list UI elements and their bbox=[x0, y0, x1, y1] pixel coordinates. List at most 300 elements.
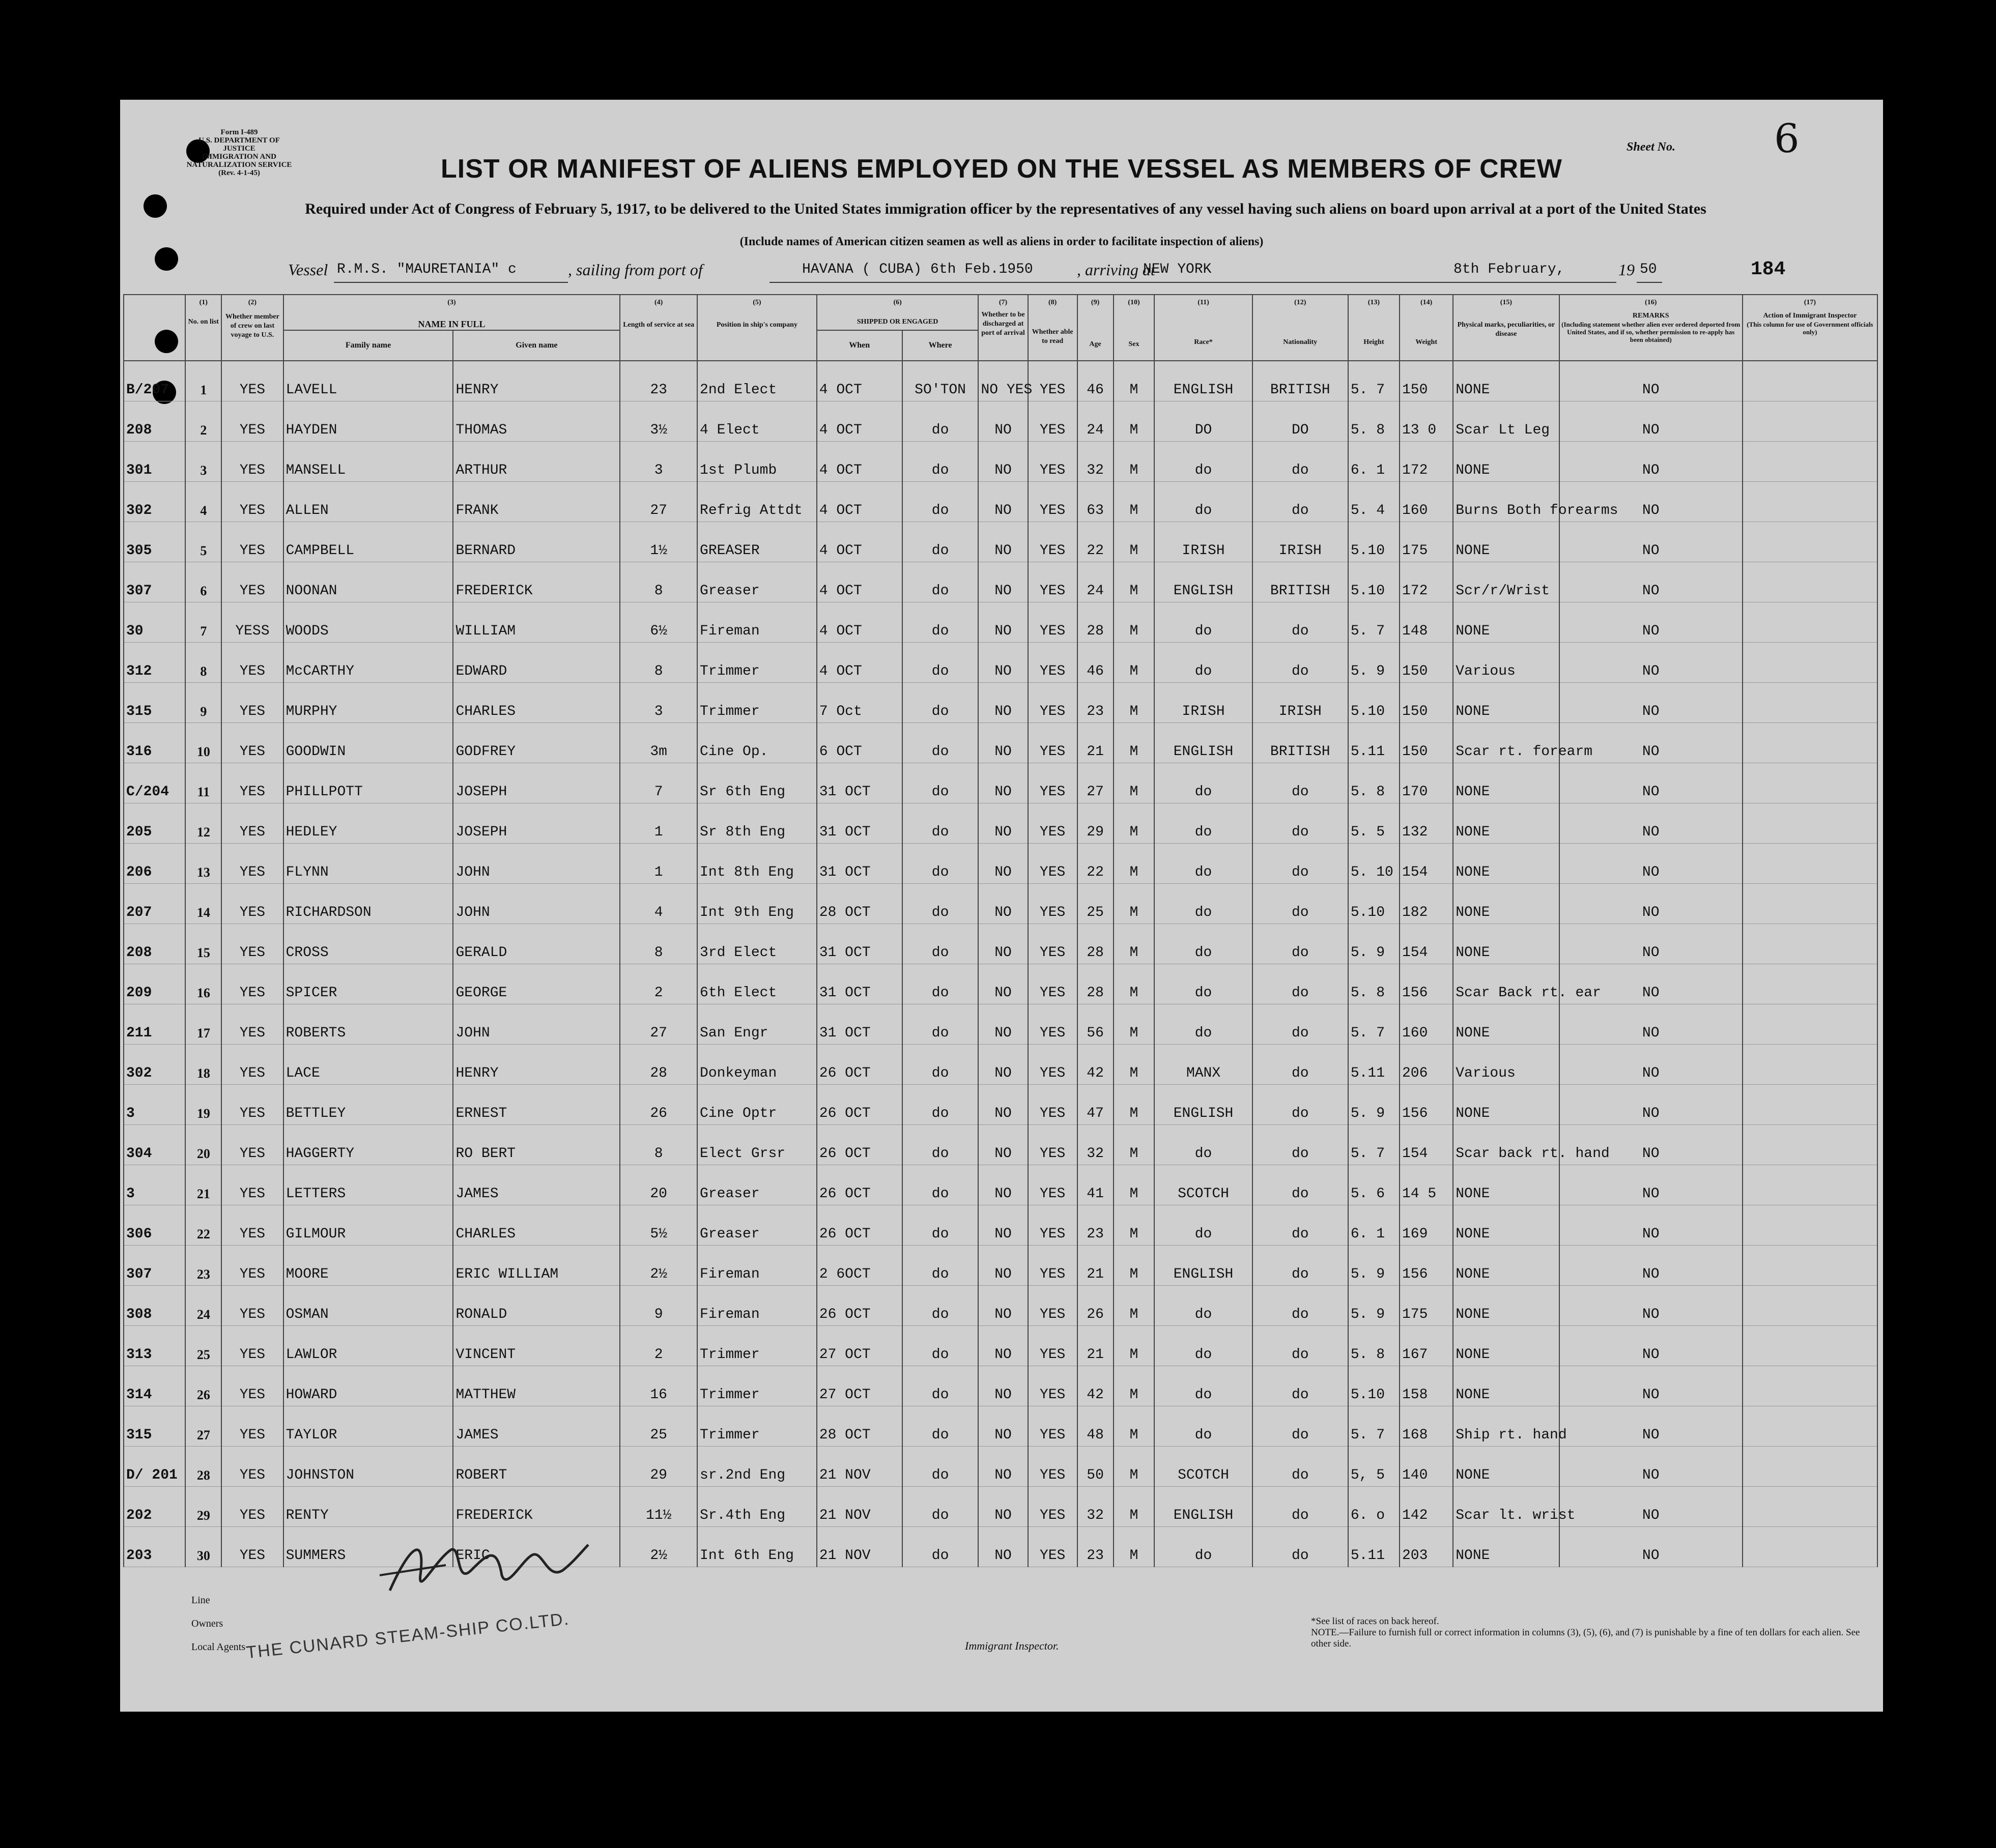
table-row bbox=[124, 1447, 1877, 1487]
position-cell: Trimmer bbox=[697, 643, 817, 683]
service-length-cell: 3m bbox=[620, 723, 697, 763]
weight-cell: 175 bbox=[1400, 522, 1453, 562]
weight-cell: 156 bbox=[1400, 964, 1453, 1004]
inspector-action-cell bbox=[1743, 562, 1877, 602]
remarks-cell: NO bbox=[1559, 361, 1743, 401]
row-tag-cell: 208 bbox=[124, 924, 185, 964]
age-cell: 42 bbox=[1077, 1045, 1114, 1085]
race-cell: do bbox=[1154, 1326, 1252, 1366]
age-cell: 24 bbox=[1077, 562, 1114, 602]
weight-cell: 154 bbox=[1400, 1125, 1453, 1165]
able-to-read-cell: YES bbox=[1028, 1125, 1077, 1165]
physical-marks-cell: NONE bbox=[1453, 1165, 1559, 1205]
shipped-where-cell: do bbox=[902, 1366, 979, 1406]
given-name-cell: GERALD bbox=[453, 924, 620, 964]
shipped-where-cell: do bbox=[902, 1527, 979, 1567]
last-voyage-cell: YES bbox=[221, 1004, 283, 1045]
sex-cell: M bbox=[1114, 482, 1155, 522]
shipped-where-cell: do bbox=[902, 964, 979, 1004]
shipped-when-cell: 31 OCT bbox=[817, 924, 902, 964]
sex-cell: M bbox=[1114, 1487, 1155, 1527]
shipped-where-cell: do bbox=[902, 763, 979, 803]
remarks-cell: NO bbox=[1559, 522, 1743, 562]
table-row bbox=[124, 361, 1877, 401]
table-row bbox=[124, 401, 1877, 442]
given-name-cell: JOHN bbox=[453, 1004, 620, 1045]
discharged-cell: NO bbox=[978, 964, 1028, 1004]
weight-cell: 156 bbox=[1400, 1085, 1453, 1125]
physical-marks-cell: NONE bbox=[1453, 522, 1559, 562]
discharged-cell: NO bbox=[978, 924, 1028, 964]
remarks-cell: NO bbox=[1559, 1447, 1743, 1487]
punch-hole bbox=[155, 247, 178, 271]
table-row bbox=[124, 643, 1877, 683]
given-name-cell: CHARLES bbox=[453, 1205, 620, 1246]
remarks-cell: NO bbox=[1559, 683, 1743, 723]
table-row bbox=[124, 1165, 1877, 1205]
document-subnote: (Include names of American citizen seamen as well as aliens in order to facilitate inspection of aliens) bbox=[739, 235, 1264, 248]
remarks-cell: NO bbox=[1559, 1246, 1743, 1286]
race-cell: do bbox=[1154, 924, 1252, 964]
inspector-action-cell bbox=[1743, 643, 1877, 683]
race-cell: do bbox=[1154, 1527, 1252, 1567]
row-tag-cell: 313 bbox=[124, 1326, 185, 1366]
form-revision: (Rev. 4-1-45) bbox=[218, 169, 260, 177]
race-cell: do bbox=[1154, 844, 1252, 884]
able-to-read-cell: YES bbox=[1028, 401, 1077, 442]
nationality-cell: IRISH bbox=[1252, 522, 1348, 562]
weight-cell: 167 bbox=[1400, 1326, 1453, 1366]
shipped-where-cell: do bbox=[902, 401, 979, 442]
discharged-cell: NO bbox=[978, 1165, 1028, 1205]
row-tag-cell: 205 bbox=[124, 803, 185, 844]
row-tag-cell: 302 bbox=[124, 1045, 185, 1085]
physical-marks-cell: Scar Lt Leg bbox=[1453, 401, 1559, 442]
weight-cell: 150 bbox=[1400, 643, 1453, 683]
nationality-cell: do bbox=[1252, 1406, 1348, 1447]
shipped-when-cell: 4 OCT bbox=[817, 442, 902, 482]
shipped-when-cell: 4 OCT bbox=[817, 401, 902, 442]
service-length-cell: 5½ bbox=[620, 1205, 697, 1246]
header-when: When bbox=[817, 330, 902, 361]
last-voyage-cell: YES bbox=[221, 522, 283, 562]
remarks-cell: NO bbox=[1559, 1165, 1743, 1205]
last-voyage-cell: YES bbox=[221, 1447, 283, 1487]
sex-cell: M bbox=[1114, 723, 1155, 763]
header-age: (9) Age bbox=[1077, 295, 1114, 361]
position-cell: Refrig Attdt bbox=[697, 482, 817, 522]
discharged-cell: NO bbox=[978, 1085, 1028, 1125]
header-where: Where bbox=[902, 330, 979, 361]
position-cell: Trimmer bbox=[697, 1326, 817, 1366]
shipped-when-cell: 4 OCT bbox=[817, 562, 902, 602]
height-cell: 5. 8 bbox=[1348, 763, 1400, 803]
shipped-when-cell: 26 OCT bbox=[817, 1125, 902, 1165]
line-number-cell: 3 bbox=[185, 442, 221, 482]
discharged-cell: NO bbox=[978, 844, 1028, 884]
row-tag-cell: 316 bbox=[124, 723, 185, 763]
remarks-cell: NO bbox=[1559, 1527, 1743, 1567]
service-length-cell: 27 bbox=[620, 1004, 697, 1045]
sex-cell: M bbox=[1114, 924, 1155, 964]
service-length-cell: 8 bbox=[620, 643, 697, 683]
position-cell: 2nd Elect bbox=[697, 361, 817, 401]
position-cell: Int 9th Eng bbox=[697, 884, 817, 924]
sex-cell: M bbox=[1114, 1366, 1155, 1406]
sheet-label: Sheet No. bbox=[1627, 140, 1675, 154]
family-name-cell: JOHNSTON bbox=[283, 1447, 453, 1487]
last-voyage-cell: YES bbox=[221, 964, 283, 1004]
last-voyage-cell: YES bbox=[221, 1326, 283, 1366]
discharged-cell: NO bbox=[978, 1326, 1028, 1366]
race-cell: do bbox=[1154, 964, 1252, 1004]
shipped-where-cell: do bbox=[902, 1286, 979, 1326]
discharged-cell: NO bbox=[978, 1487, 1028, 1527]
nationality-cell: do bbox=[1252, 602, 1348, 643]
page-stamp: 184 bbox=[1751, 258, 1786, 280]
race-cell: do bbox=[1154, 442, 1252, 482]
row-tag-cell: B/207 bbox=[124, 361, 185, 401]
age-cell: 25 bbox=[1077, 884, 1114, 924]
given-name-cell: BERNARD bbox=[453, 522, 620, 562]
given-name-cell: FREDERICK bbox=[453, 1487, 620, 1527]
family-name-cell: OSMAN bbox=[283, 1286, 453, 1326]
able-to-read-cell: YES bbox=[1028, 1527, 1077, 1567]
age-cell: 46 bbox=[1077, 643, 1114, 683]
shipped-when-cell: 31 OCT bbox=[817, 763, 902, 803]
able-to-read-cell: YES bbox=[1028, 442, 1077, 482]
age-cell: 48 bbox=[1077, 1406, 1114, 1447]
able-to-read-cell: YES bbox=[1028, 1286, 1077, 1326]
agents-label: Local Agents bbox=[191, 1641, 246, 1653]
table-body bbox=[124, 361, 1877, 1567]
nationality-cell: do bbox=[1252, 442, 1348, 482]
position-cell: Int 8th Eng bbox=[697, 844, 817, 884]
physical-marks-cell: NONE bbox=[1453, 602, 1559, 643]
inspector-action-cell bbox=[1743, 1527, 1877, 1567]
line-number-cell: 25 bbox=[185, 1326, 221, 1366]
shipped-where-cell: do bbox=[902, 924, 979, 964]
shipped-when-cell: 2 6OCT bbox=[817, 1246, 902, 1286]
position-cell: Greaser bbox=[697, 1165, 817, 1205]
inspector-action-cell bbox=[1743, 1165, 1877, 1205]
last-voyage-cell: YES bbox=[221, 924, 283, 964]
nationality-cell: do bbox=[1252, 1165, 1348, 1205]
nationality-cell: BRITISH bbox=[1252, 562, 1348, 602]
family-name-cell: HEDLEY bbox=[283, 803, 453, 844]
able-to-read-cell: YES bbox=[1028, 1447, 1077, 1487]
given-name-cell: ARTHUR bbox=[453, 442, 620, 482]
weight-cell: 150 bbox=[1400, 361, 1453, 401]
line-number-cell: 15 bbox=[185, 924, 221, 964]
sailing-label: , sailing from port of bbox=[568, 261, 703, 279]
position-cell: Fireman bbox=[697, 1286, 817, 1326]
sex-cell: M bbox=[1114, 763, 1155, 803]
last-voyage-cell: YES bbox=[221, 643, 283, 683]
physical-marks-cell: NONE bbox=[1453, 803, 1559, 844]
shipped-when-cell: 26 OCT bbox=[817, 1045, 902, 1085]
family-name-cell: McCARTHY bbox=[283, 643, 453, 683]
nationality-cell: do bbox=[1252, 1366, 1348, 1406]
sex-cell: M bbox=[1114, 1527, 1155, 1567]
inspector-action-cell bbox=[1743, 1406, 1877, 1447]
height-cell: 5. 9 bbox=[1348, 1286, 1400, 1326]
remarks-cell: NO bbox=[1559, 1326, 1743, 1366]
inspector-action-cell bbox=[1743, 1366, 1877, 1406]
position-cell: Sr.4th Eng bbox=[697, 1487, 817, 1527]
discharged-cell: NO bbox=[978, 1125, 1028, 1165]
height-cell: 5.10 bbox=[1348, 884, 1400, 924]
service-length-cell: 20 bbox=[620, 1165, 697, 1205]
able-to-read-cell: YES bbox=[1028, 643, 1077, 683]
discharged-cell: NO bbox=[978, 1527, 1028, 1567]
shipped-where-cell: do bbox=[902, 1246, 979, 1286]
nationality-cell: BRITISH bbox=[1252, 361, 1348, 401]
shipped-where-cell: do bbox=[902, 442, 979, 482]
service-length-cell: 8 bbox=[620, 1125, 697, 1165]
inspector-action-cell bbox=[1743, 361, 1877, 401]
physical-marks-cell: NONE bbox=[1453, 924, 1559, 964]
service-length-cell: 2 bbox=[620, 964, 697, 1004]
race-cell: do bbox=[1154, 602, 1252, 643]
shipped-where-cell: do bbox=[902, 643, 979, 683]
physical-marks-cell: Burns Both forearms bbox=[1453, 482, 1559, 522]
nationality-cell: do bbox=[1252, 803, 1348, 844]
line-number-cell: 30 bbox=[185, 1527, 221, 1567]
race-cell: do bbox=[1154, 1125, 1252, 1165]
able-to-read-cell: YES bbox=[1028, 924, 1077, 964]
age-cell: 56 bbox=[1077, 1004, 1114, 1045]
physical-marks-cell: NONE bbox=[1453, 1527, 1559, 1567]
physical-marks-cell: NONE bbox=[1453, 1246, 1559, 1286]
able-to-read-cell: YES bbox=[1028, 763, 1077, 803]
table-row bbox=[124, 482, 1877, 522]
table-row bbox=[124, 1366, 1877, 1406]
age-cell: 26 bbox=[1077, 1286, 1114, 1326]
position-cell: Cine Op. bbox=[697, 723, 817, 763]
height-cell: 5. 7 bbox=[1348, 602, 1400, 643]
inspector-action-cell bbox=[1743, 1326, 1877, 1366]
table-row bbox=[124, 763, 1877, 803]
header-service: (4) Length of service at sea bbox=[620, 295, 697, 361]
shipped-when-cell: 6 OCT bbox=[817, 723, 902, 763]
nationality-cell: do bbox=[1252, 844, 1348, 884]
sex-cell: M bbox=[1114, 1286, 1155, 1326]
service-length-cell: 3 bbox=[620, 442, 697, 482]
table-row bbox=[124, 1045, 1877, 1085]
given-name-cell: FREDERICK bbox=[453, 562, 620, 602]
sex-cell: M bbox=[1114, 361, 1155, 401]
handwritten-signature bbox=[380, 1514, 593, 1606]
sheet-number: 6 bbox=[1774, 116, 1800, 162]
family-name-cell: SPICER bbox=[283, 964, 453, 1004]
race-cell: ENGLISH bbox=[1154, 361, 1252, 401]
row-tag-cell: 301 bbox=[124, 442, 185, 482]
discharged-cell: NO bbox=[978, 1366, 1028, 1406]
inspector-action-cell bbox=[1743, 1205, 1877, 1246]
family-name-cell: LACE bbox=[283, 1045, 453, 1085]
race-cell: do bbox=[1154, 1406, 1252, 1447]
shipped-where-cell: do bbox=[902, 522, 979, 562]
last-voyage-cell: YES bbox=[221, 1487, 283, 1527]
service-length-cell: 25 bbox=[620, 1406, 697, 1447]
shipped-when-cell: 4 OCT bbox=[817, 361, 902, 401]
able-to-read-cell: YES bbox=[1028, 1406, 1077, 1447]
able-to-read-cell: YES bbox=[1028, 522, 1077, 562]
last-voyage-cell: YES bbox=[221, 844, 283, 884]
discharged-cell: NO bbox=[978, 522, 1028, 562]
row-tag-cell: 302 bbox=[124, 482, 185, 522]
family-name-cell: NOONAN bbox=[283, 562, 453, 602]
line-number-cell: 19 bbox=[185, 1085, 221, 1125]
given-name-cell: ERNEST bbox=[453, 1085, 620, 1125]
row-tag-cell: C/204 bbox=[124, 763, 185, 803]
weight-cell: 156 bbox=[1400, 1246, 1453, 1286]
weight-cell: 172 bbox=[1400, 442, 1453, 482]
physical-marks-cell: Ship rt. hand bbox=[1453, 1406, 1559, 1447]
discharged-cell: NO bbox=[978, 683, 1028, 723]
inspector-action-cell bbox=[1743, 1085, 1877, 1125]
shipped-where-cell: do bbox=[902, 602, 979, 643]
discharged-cell: NO bbox=[978, 1447, 1028, 1487]
height-cell: 5. 9 bbox=[1348, 643, 1400, 683]
table-row bbox=[124, 442, 1877, 482]
nationality-cell: do bbox=[1252, 1125, 1348, 1165]
inspector-action-cell bbox=[1743, 522, 1877, 562]
row-tag-cell: D/ 201 bbox=[124, 1447, 185, 1487]
able-to-read-cell: YES bbox=[1028, 1165, 1077, 1205]
position-cell: GREASER bbox=[697, 522, 817, 562]
weight-cell: 170 bbox=[1400, 763, 1453, 803]
shipped-when-cell: 31 OCT bbox=[817, 964, 902, 1004]
discharged-cell: NO bbox=[978, 723, 1028, 763]
discharged-cell: NO bbox=[978, 401, 1028, 442]
line-number-cell: 12 bbox=[185, 803, 221, 844]
owners-label: Owners bbox=[191, 1618, 223, 1629]
inspector-action-cell bbox=[1743, 442, 1877, 482]
sex-cell: M bbox=[1114, 562, 1155, 602]
header-marks: (15) Physical marks, peculiarities, or disease bbox=[1453, 295, 1559, 361]
age-cell: 22 bbox=[1077, 844, 1114, 884]
shipped-where-cell: do bbox=[902, 1004, 979, 1045]
given-name-cell: JOSEPH bbox=[453, 763, 620, 803]
sex-cell: M bbox=[1114, 1326, 1155, 1366]
given-name-cell: JAMES bbox=[453, 1165, 620, 1205]
vessel-name: R.M.S. "MAURETANIA" c bbox=[337, 262, 517, 277]
shipped-where-cell: do bbox=[902, 562, 979, 602]
race-cell: ENGLISH bbox=[1154, 1085, 1252, 1125]
sex-cell: M bbox=[1114, 522, 1155, 562]
remarks-cell: NO bbox=[1559, 723, 1743, 763]
height-cell: 6. 1 bbox=[1348, 442, 1400, 482]
given-name-cell: EDWARD bbox=[453, 643, 620, 683]
physical-marks-cell: NONE bbox=[1453, 1366, 1559, 1406]
family-name-cell: WOODS bbox=[283, 602, 453, 643]
service-length-cell: 1½ bbox=[620, 522, 697, 562]
race-cell: ENGLISH bbox=[1154, 562, 1252, 602]
age-cell: 29 bbox=[1077, 803, 1114, 844]
header-last-voyage: (2) Whether member of crew on last voyage to U.S. bbox=[221, 295, 283, 361]
table-header bbox=[124, 295, 1877, 361]
sex-cell: M bbox=[1114, 1447, 1155, 1487]
height-cell: 5. 9 bbox=[1348, 924, 1400, 964]
shipped-when-cell: 31 OCT bbox=[817, 844, 902, 884]
remarks-cell: NO bbox=[1559, 1487, 1743, 1527]
shipped-when-cell: 4 OCT bbox=[817, 602, 902, 643]
race-cell: MANX bbox=[1154, 1045, 1252, 1085]
position-cell: Trimmer bbox=[697, 1366, 817, 1406]
inspector-action-cell bbox=[1743, 964, 1877, 1004]
family-name-cell: GOODWIN bbox=[283, 723, 453, 763]
sex-cell: M bbox=[1114, 602, 1155, 643]
race-cell: do bbox=[1154, 1286, 1252, 1326]
line-label: Line bbox=[191, 1595, 210, 1606]
header-inspector-action: (17) Action of Immigrant Inspector (This column for use of Government officials only) bbox=[1743, 295, 1877, 361]
inspector-action-cell bbox=[1743, 482, 1877, 522]
able-to-read-cell: YES bbox=[1028, 884, 1077, 924]
crew-table bbox=[123, 294, 1878, 1567]
line-number-cell: 29 bbox=[185, 1487, 221, 1527]
age-cell: 47 bbox=[1077, 1085, 1114, 1125]
line-number-cell: 14 bbox=[185, 884, 221, 924]
able-to-read-cell: YES bbox=[1028, 1246, 1077, 1286]
age-cell: 21 bbox=[1077, 723, 1114, 763]
height-cell: 5. 9 bbox=[1348, 1085, 1400, 1125]
race-cell: DO bbox=[1154, 401, 1252, 442]
shipped-when-cell: 28 OCT bbox=[817, 1406, 902, 1447]
inspector-action-cell bbox=[1743, 683, 1877, 723]
nationality-cell: do bbox=[1252, 1527, 1348, 1567]
shipped-when-cell: 21 NOV bbox=[817, 1447, 902, 1487]
line-number-cell: 5 bbox=[185, 522, 221, 562]
shipped-where-cell: do bbox=[902, 1045, 979, 1085]
race-cell: do bbox=[1154, 1366, 1252, 1406]
nationality-cell: do bbox=[1252, 643, 1348, 683]
nationality-cell: do bbox=[1252, 1045, 1348, 1085]
last-voyage-cell: YES bbox=[221, 1246, 283, 1286]
last-voyage-cell: YES bbox=[221, 884, 283, 924]
last-voyage-cell: YES bbox=[221, 1045, 283, 1085]
remarks-cell: NO bbox=[1559, 1045, 1743, 1085]
service-length-cell: 2½ bbox=[620, 1246, 697, 1286]
shipped-when-cell: 31 OCT bbox=[817, 1004, 902, 1045]
position-cell: 4 Elect bbox=[697, 401, 817, 442]
nationality-cell: do bbox=[1252, 1205, 1348, 1246]
service-length-cell: 11½ bbox=[620, 1487, 697, 1527]
row-tag-cell: 312 bbox=[124, 643, 185, 683]
shipped-where-cell: do bbox=[902, 723, 979, 763]
inspector-action-cell bbox=[1743, 1286, 1877, 1326]
physical-marks-cell: Various bbox=[1453, 1045, 1559, 1085]
table-row bbox=[124, 1286, 1877, 1326]
able-to-read-cell: YES bbox=[1028, 602, 1077, 643]
service-length-cell: 16 bbox=[620, 1366, 697, 1406]
shipped-when-cell: 26 OCT bbox=[817, 1286, 902, 1326]
service-length-cell: 29 bbox=[620, 1447, 697, 1487]
row-tag-cell: 208 bbox=[124, 401, 185, 442]
family-name-cell: GILMOUR bbox=[283, 1205, 453, 1246]
sex-cell: M bbox=[1114, 442, 1155, 482]
row-tag-cell: 3 bbox=[124, 1085, 185, 1125]
sex-cell: M bbox=[1114, 1045, 1155, 1085]
given-name-cell: MATTHEW bbox=[453, 1366, 620, 1406]
position-cell: 6th Elect bbox=[697, 964, 817, 1004]
family-name-cell: HOWARD bbox=[283, 1366, 453, 1406]
inspector-action-cell bbox=[1743, 1045, 1877, 1085]
physical-marks-cell: Scar Back rt. ear bbox=[1453, 964, 1559, 1004]
given-name-cell: ERIC bbox=[453, 1527, 620, 1567]
line-number-cell: 16 bbox=[185, 964, 221, 1004]
